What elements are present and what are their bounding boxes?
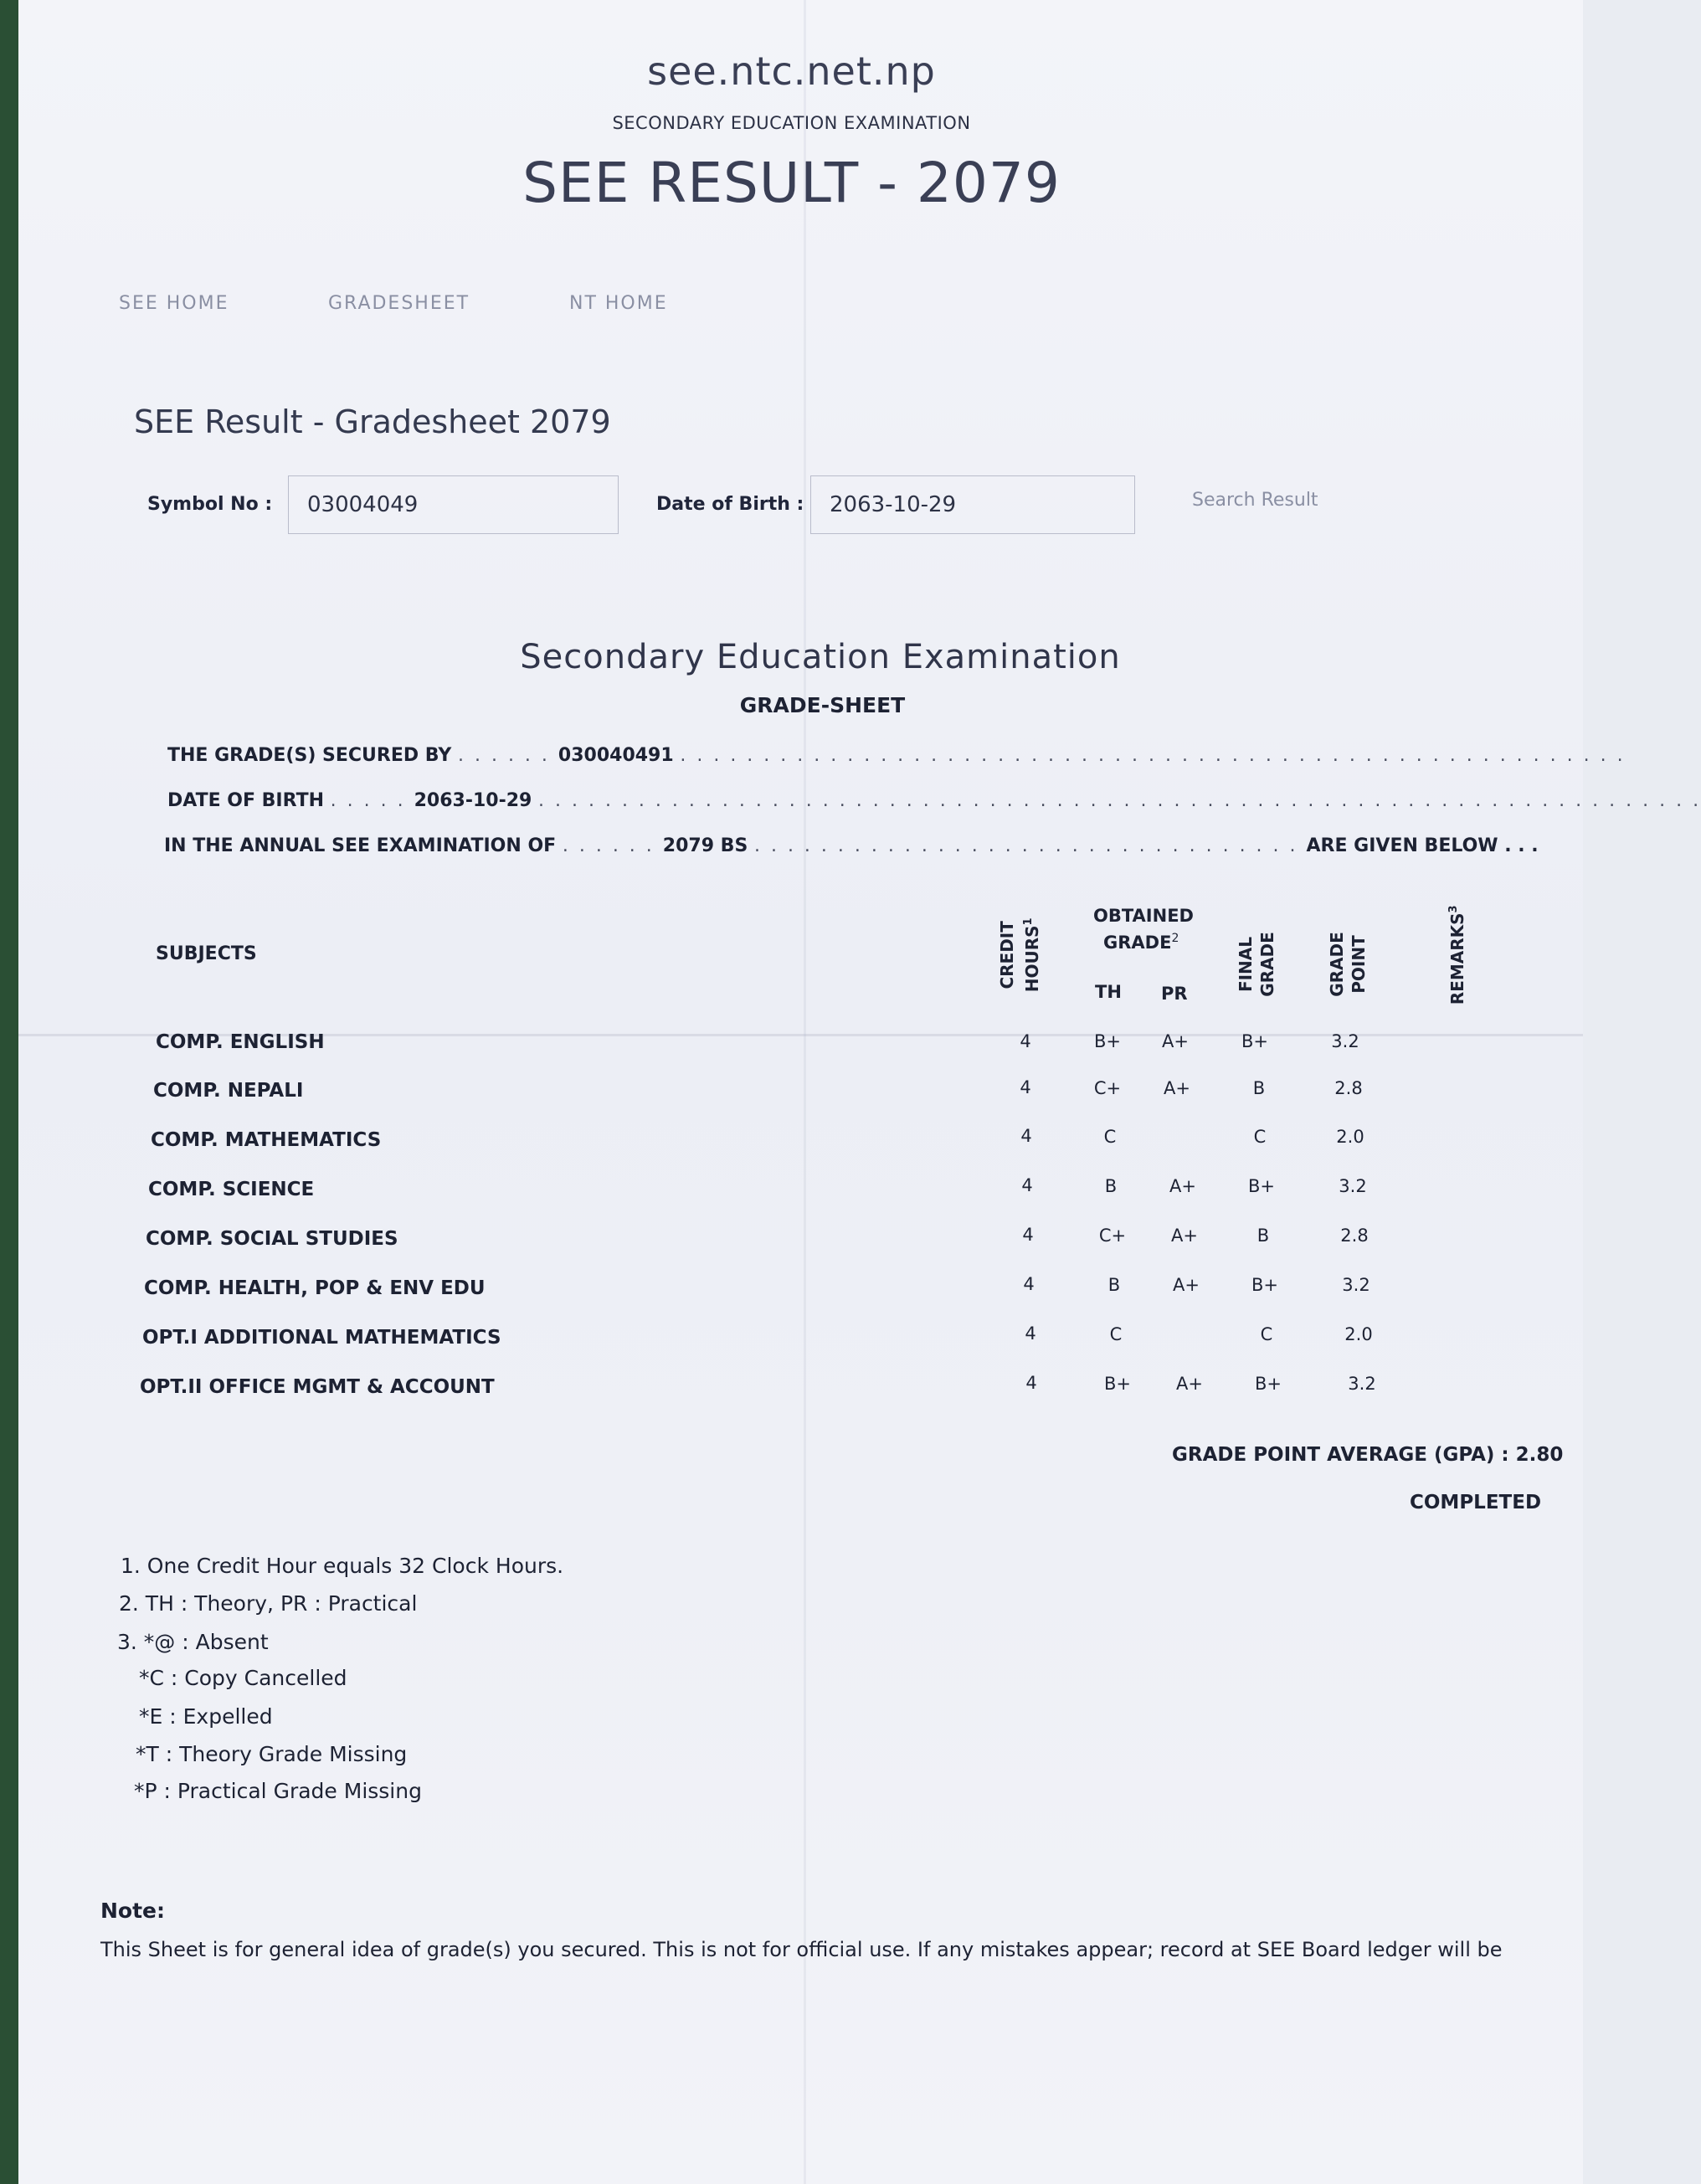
nav-gradesheet[interactable]: GRADESHEET	[328, 293, 470, 314]
credit-hours: 4	[1022, 1225, 1034, 1245]
header-grade-point	[1326, 922, 1370, 1006]
note-text: This Sheet is for general idea of grade(s) you secured. This is not for official use. If any mistakes appear; record at SEE Board ledger will be	[100, 1938, 1503, 1961]
header-pr: PR	[1161, 984, 1188, 1004]
practical-grade: A+	[1164, 1078, 1190, 1098]
subject-name: COMP. SOCIAL STUDIES	[146, 1228, 398, 1250]
credit-hours: 4	[1020, 1077, 1031, 1097]
exam-name: SECONDARY EDUCATION EXAMINATION	[612, 113, 971, 133]
practical-grade: A+	[1176, 1374, 1203, 1394]
header-final-line2: GRADE	[1257, 932, 1277, 997]
sheet-subtitle: GRADE-SHEET	[739, 693, 906, 717]
main-title: SEE RESULT - 2079	[522, 151, 1061, 215]
grade-point: 2.0	[1336, 1127, 1364, 1147]
dob-line	[167, 790, 1701, 811]
secured-by-label: THE GRADE(S) SECURED BY	[167, 745, 452, 766]
final-grade: B+	[1241, 1031, 1268, 1051]
credit-hours: 4	[1020, 1126, 1032, 1146]
theory-grade: B+	[1103, 1374, 1131, 1394]
theory-grade: B	[1104, 1176, 1118, 1196]
secured-by-value: 030040491	[558, 745, 674, 766]
header-remarks	[1443, 901, 1468, 1010]
theory-grade: C+	[1098, 1226, 1127, 1246]
subject-name: OPT.I ADDITIONAL MATHEMATICS	[142, 1327, 501, 1349]
paper-fold	[804, 0, 806, 2184]
practical-grade: A+	[1162, 1031, 1189, 1051]
grade-point: 3.2	[1342, 1275, 1370, 1295]
final-grade: B+	[1251, 1275, 1278, 1295]
header-final-line1: FINAL	[1236, 936, 1256, 993]
header-subjects: SUBJECTS	[156, 943, 257, 964]
footnote-marker: 1	[1022, 917, 1036, 926]
subject-name: OPT.II OFFICE MGMT & ACCOUNT	[140, 1376, 495, 1398]
dob-line-label: DATE OF BIRTH	[167, 790, 324, 811]
site-domain: see.ntc.net.np	[647, 49, 936, 94]
subject-name: COMP. MATHEMATICS	[151, 1129, 382, 1151]
final-grade: B	[1252, 1078, 1266, 1098]
gpa-summary: GRADE POINT AVERAGE (GPA) : 2.80	[1172, 1444, 1564, 1466]
sheet-title: Secondary Education Examination	[520, 638, 1121, 676]
theory-grade: B+	[1093, 1031, 1121, 1051]
dotted-leader: . . . . . . . . . . . . . . . . . . . . . . . . . . . . . . . . . . . . . . . . . . . . . . . . . . . . . . . . .	[680, 745, 1626, 766]
theory-grade: C	[1103, 1127, 1117, 1147]
dotted-leader: . . . . .	[330, 790, 414, 811]
grade-point: 3.2	[1348, 1374, 1376, 1394]
subject-name: COMP. ENGLISH	[156, 1031, 325, 1053]
symbol-label: Symbol No :	[147, 494, 273, 515]
practical-grade: A+	[1173, 1275, 1200, 1295]
dotted-leader: . . . . . .	[457, 745, 558, 766]
dob-line-value: 2063-10-29	[414, 790, 532, 811]
header-remarks-text: REMARKS	[1447, 912, 1467, 1005]
search-result-button[interactable]: Search Result	[1192, 490, 1318, 511]
footnote-practical-missing: *P : Practical Grade Missing	[134, 1779, 422, 1803]
credit-hours: 4	[1021, 1175, 1033, 1195]
header-gp-line2: POINT	[1349, 935, 1369, 994]
dotted-leader: . . . . . . . . . . . . . . . . . . . . . . . . . . . . . . . . . . . . . . . . . . . . . . . . . . . . . . . . . . . . . . . . . . . . . .	[538, 790, 1701, 811]
exam-line-value: 2079 BS	[662, 835, 748, 856]
footnote-credit-hour: 1. One Credit Hour equals 32 Clock Hours.	[121, 1554, 564, 1578]
header-obtained-grade-text: GRADE	[1103, 933, 1172, 953]
subject-name: COMP. SCIENCE	[148, 1179, 315, 1200]
header-final-grade	[1235, 922, 1278, 1006]
footnote-theory-missing: *T : Theory Grade Missing	[136, 1742, 408, 1766]
grade-point: 3.2	[1331, 1031, 1359, 1051]
nav-nt-home[interactable]: NT HOME	[569, 293, 668, 314]
exam-line	[164, 835, 1539, 856]
header-obtained: OBTAINED	[1093, 906, 1194, 926]
header-obtained-grade	[1103, 932, 1179, 953]
dob-label: Date of Birth :	[656, 494, 804, 515]
dob-input[interactable]	[810, 475, 1135, 534]
subject-name: COMP. NEPALI	[153, 1080, 304, 1102]
grade-point: 3.2	[1339, 1176, 1367, 1196]
practical-grade: A+	[1169, 1176, 1196, 1196]
final-grade: C	[1260, 1324, 1273, 1344]
footnote-th-pr: 2. TH : Theory, PR : Practical	[119, 1591, 418, 1616]
header-gp-line1: GRADE	[1327, 932, 1347, 997]
nav-see-home[interactable]: SEE HOME	[119, 293, 229, 314]
theory-grade: C+	[1093, 1078, 1122, 1098]
footnote-marker: 2	[1171, 932, 1179, 945]
page-title: SEE Result - Gradesheet 2079	[134, 403, 611, 440]
header-credit-line1: CREDIT	[997, 921, 1018, 989]
grade-point: 2.8	[1340, 1226, 1369, 1246]
final-grade: C	[1253, 1127, 1267, 1147]
theory-grade: C	[1109, 1324, 1123, 1344]
dotted-leader: . . . . . .	[562, 835, 663, 856]
header-credit-line2: HOURS	[1021, 925, 1042, 993]
theory-grade: B	[1107, 1275, 1121, 1295]
header-credit-hours	[996, 909, 1043, 1001]
practical-grade: A+	[1171, 1226, 1198, 1246]
header-th: TH	[1095, 982, 1122, 1002]
exam-line-suffix: ARE GIVEN BELOW . . .	[1306, 835, 1539, 856]
final-grade: B+	[1254, 1374, 1282, 1394]
credit-hours: 4	[1020, 1031, 1031, 1051]
secured-by-line	[167, 745, 1626, 766]
exam-line-label: IN THE ANNUAL SEE EXAMINATION OF	[164, 835, 557, 856]
note-heading: Note:	[100, 1899, 166, 1923]
credit-hours: 4	[1025, 1323, 1036, 1344]
footnote-marker: 3	[1447, 905, 1461, 913]
footnote-absent: 3. *@ : Absent	[117, 1630, 269, 1654]
credit-hours: 4	[1025, 1373, 1037, 1393]
subject-name: COMP. HEALTH, POP & ENV EDU	[144, 1277, 486, 1299]
footnote-expelled: *E : Expelled	[139, 1704, 273, 1729]
result-status: COMPLETED	[1410, 1492, 1542, 1513]
final-grade: B+	[1247, 1176, 1275, 1196]
credit-hours: 4	[1023, 1274, 1035, 1294]
footnote-copy-cancelled: *C : Copy Cancelled	[139, 1666, 347, 1690]
grade-point: 2.0	[1344, 1324, 1373, 1344]
grade-point: 2.8	[1334, 1078, 1363, 1098]
symbol-input[interactable]	[288, 475, 619, 534]
final-grade: B	[1256, 1226, 1270, 1246]
dotted-leader: . . . . . . . . . . . . . . . . . . . . . . . . . . . . . . . . .	[753, 835, 1307, 856]
